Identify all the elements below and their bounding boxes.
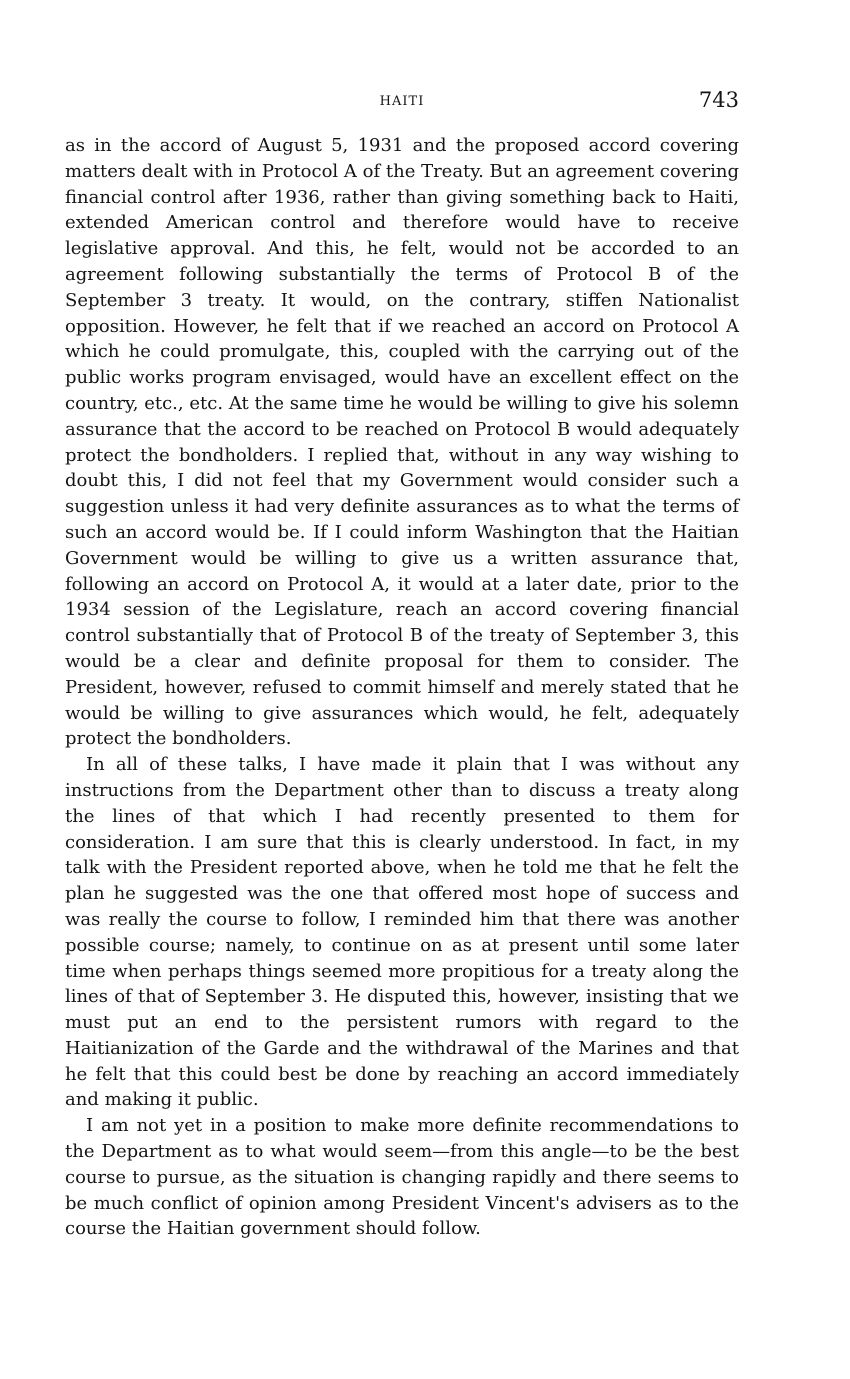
page-number: 743 [698,88,739,112]
running-header [65,88,739,118]
running-head-title: HAITI [379,94,425,109]
document-page [65,0,739,1379]
paragraph-recommendations: I am not yet in a position to make more definite recommendations to the Department as to what would seem—from this angle—to be the best course to pursue, as the situation is changing rapidly and there seems to be much conflict of opinion among President Vincent's advisers as to the course the Haitian government should follow. [65,1115,739,1240]
body-text [65,133,739,1242]
paragraph-talks: In all of these talks, I have made it plain that I was without any instructions from the Department other than to discuss a treaty along the lines of that which I had recently presented to them for consideration. I am sure that this is clearly understood. In fact, in my talk with the President reported above, when he told me that he felt the plan he suggested was the one that offered most hope of success and was really the course to follow, I reminded him that there was another possible course; namely, to continue on as at present until some later time when perhaps things seemed more propitious for a treaty along the lines of that of September 3. He disputed this, however, insisting that we must put an end to the persistent rumors with regard to the Haitianization of the Garde and the withdrawal of the Marines and that he felt that this could best be done by reaching an accord immediately and making it public. [65,754,739,1111]
paragraph-continued: as in the accord of August 5, 1931 and the proposed accord covering matters dealt with in Protocol A of the Treaty. But an agreement covering financial control after 1936, rather than giving something back to Haiti, extended American control and therefore would have to receive legislative approval. And this, he felt, would not be accorded to an agreement following substantially the terms of Protocol B of the September 3 treaty. It would, on the contrary, stiffen Nationalist opposition. However, he felt that if we reached an accord on Protocol A which he could promulgate, this, coupled with the carrying out of the public works program envisaged, would have an excellent effect on the country, etc., etc. At the same time he would be willing to give his solemn assurance that the accord to be reached on Protocol B would adequately protect the bondholders. I replied that, without in any way wishing to doubt this, I did not feel that my Government would consider such a suggestion unless it had very definite assurances as to what the terms of such an accord would be. If I could inform Washington that the Haitian Government would be willing to give us a written assurance that, following an accord on Protocol A, it would at a later date, prior to the 1934 session of the Legislature, reach an accord covering financial control substantially that of Protocol B of the treaty of September 3, this would be a clear and definite proposal for them to consider. The President, however, refused to commit himself and merely stated that he would be willing to give assurances which would, he felt, adequately protect the bondholders. [65,135,739,750]
